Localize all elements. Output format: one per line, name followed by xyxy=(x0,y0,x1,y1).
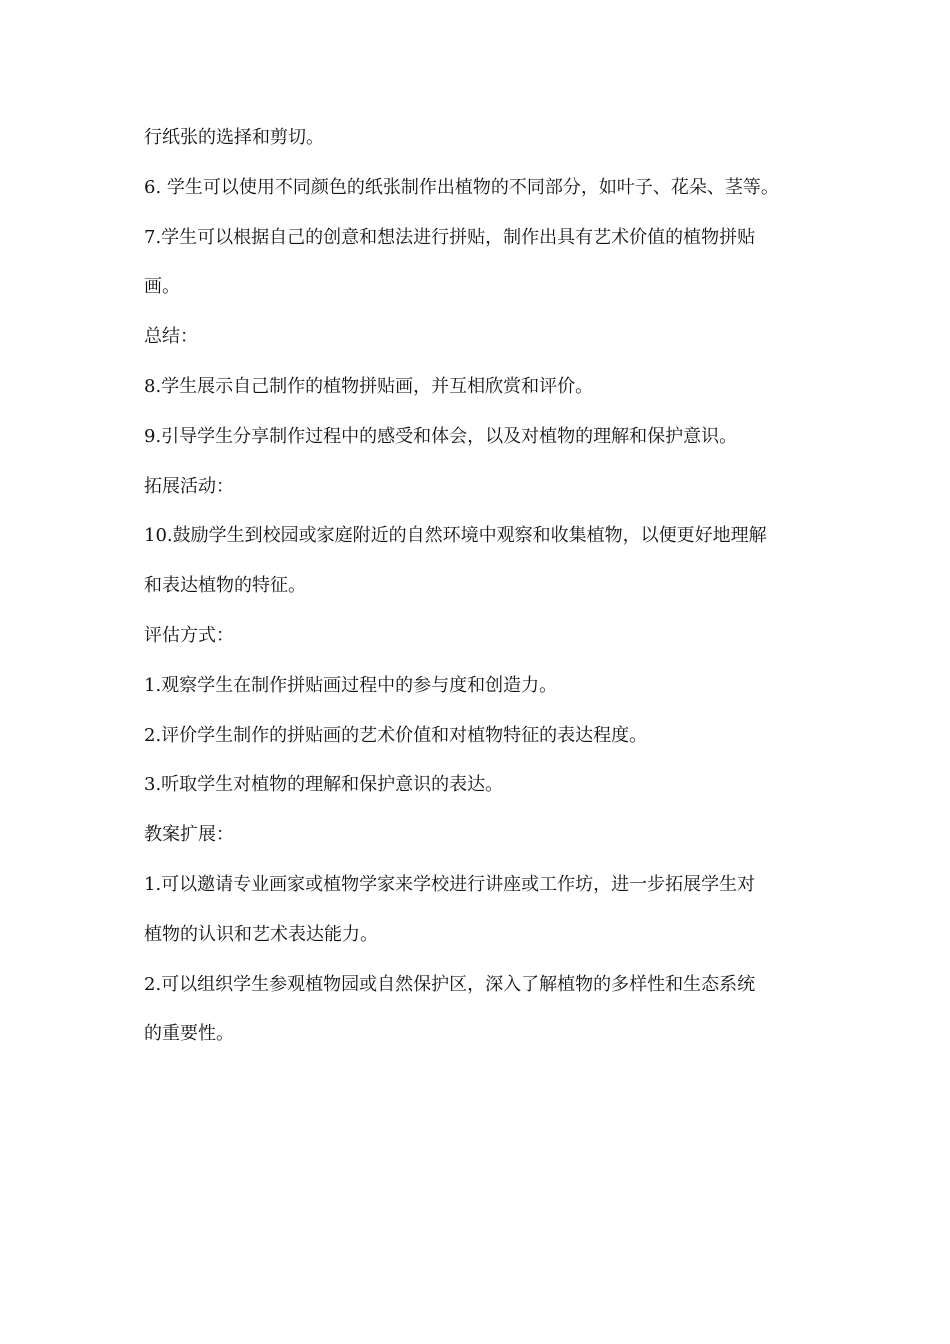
document-body xyxy=(144,120,844,1066)
list-item-7: 7.学生可以根据自己的创意和想法进行拼贴，制作出具有艺术价值的植物拼贴 xyxy=(144,226,756,248)
extension-item-2: 2.可以组织学生参观植物园或自然保护区，深入了解植物的多样性和生态系统 xyxy=(144,973,756,995)
text-line-continuation: 行纸张的选择和剪切。 xyxy=(144,127,324,148)
extension-item-1-continuation: 植物的认识和艺术表达能力。 xyxy=(144,923,378,945)
extension-item-2-continuation: 的重要性。 xyxy=(144,1023,234,1045)
section-heading-extension-activities: 拓展活动： xyxy=(144,475,234,497)
section-heading-assessment: 评估方式： xyxy=(144,624,234,646)
list-item-7-continuation: 画。 xyxy=(144,276,180,298)
list-item-10-continuation: 和表达植物的特征。 xyxy=(144,575,306,597)
assessment-item-1: 1.观察学生在制作拼贴画过程中的参与度和创造力。 xyxy=(144,674,558,696)
list-item-8: 8.学生展示自己制作的植物拼贴画，并互相欣赏和评价。 xyxy=(144,375,594,397)
assessment-item-3: 3.听取学生对植物的理解和保护意识的表达。 xyxy=(144,774,504,796)
list-item-9: 9.引导学生分享制作过程中的感受和体会，以及对植物的理解和保护意识。 xyxy=(144,425,738,447)
list-item-10: 10.鼓励学生到校园或家庭附近的自然环境中观察和收集植物，以便更好地理解 xyxy=(144,525,767,547)
extension-item-1: 1.可以邀请专业画家或植物学家来学校进行讲座或工作坊，进一步拓展学生对 xyxy=(144,873,756,895)
section-heading-summary: 总结： xyxy=(144,326,198,348)
section-heading-lesson-extension: 教案扩展： xyxy=(144,824,234,846)
list-item-6: 6. 学生可以使用不同颜色的纸张制作出植物的不同部分，如叶子、花朵、茎等。 xyxy=(144,176,779,198)
assessment-item-2: 2.评价学生制作的拼贴画的艺术价值和对植物特征的表达程度。 xyxy=(144,724,648,746)
